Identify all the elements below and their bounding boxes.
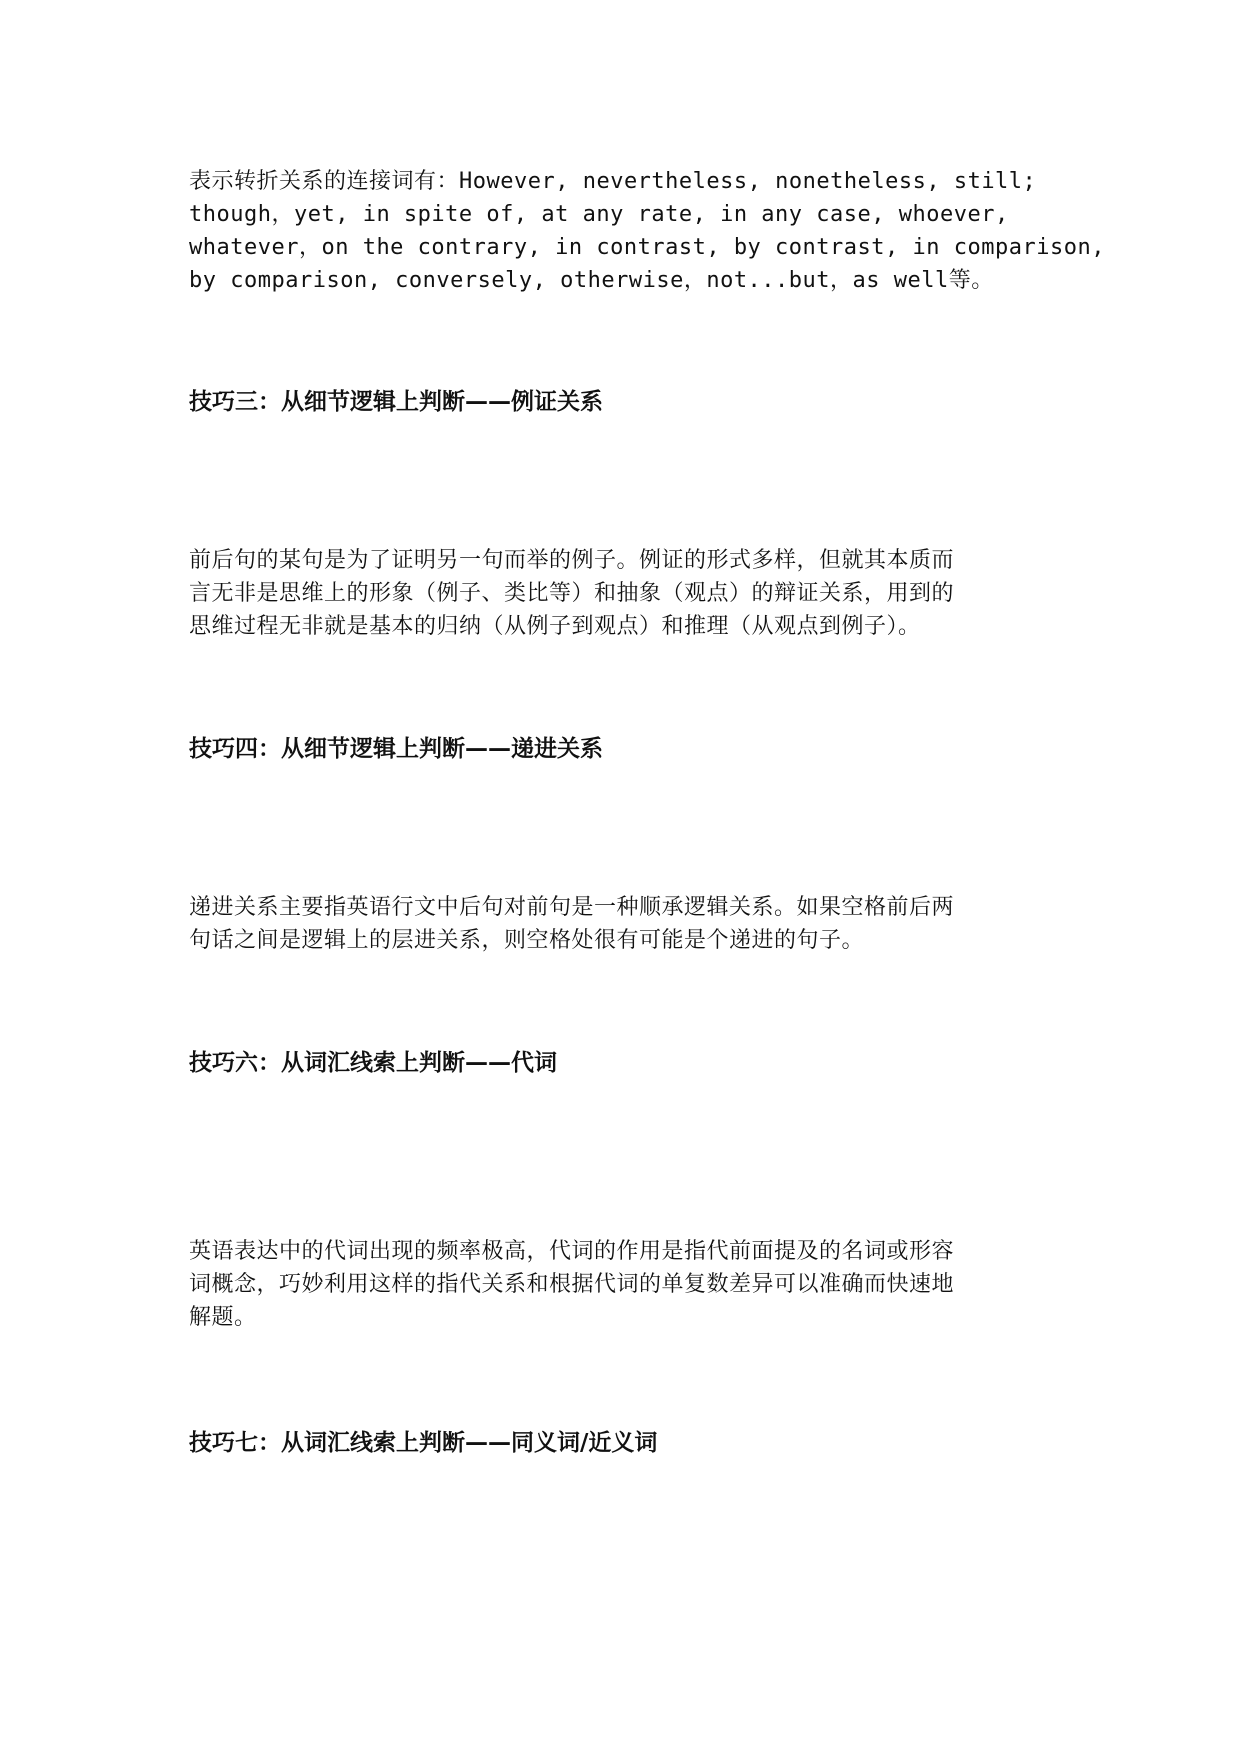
paragraph-line: 前后句的某句是为了证明另一句而举的例子。例证的形式多样，但就其本质而: [189, 548, 955, 573]
paragraph-line: 思维过程无非就是基本的归纳（从例子到观点）和推理（从观点到例子）。: [189, 614, 921, 639]
heading-tip-7: 技巧七：从词汇线索上判断——同义词/近义词: [189, 1430, 658, 1456]
paragraph-line: 词概念，巧妙利用这样的指代关系和根据代词的单复数差异可以准确而快速地: [189, 1272, 955, 1297]
paragraph-line: 句话之间是逻辑上的层进关系，则空格处很有可能是个递进的句子。: [189, 928, 865, 953]
progression-relation-paragraph: [189, 891, 1059, 957]
paragraph-line: 英语表达中的代词出现的频率极高，代词的作用是指代前面提及的名词或形容: [189, 1239, 955, 1264]
heading-tip-6: 技巧六：从词汇线索上判断——代词: [189, 1050, 557, 1076]
paragraph-line: 递进关系主要指英语行文中后句对前句是一种顺承逻辑关系。如果空格前后两: [189, 895, 955, 920]
heading-tip-4: 技巧四：从细节逻辑上判断——递进关系: [189, 736, 603, 762]
paragraph-line: though，yet, in spite of, at any rate, in any case, whoever,: [189, 202, 1009, 227]
paragraph-line: 言无非是思维上的形象（例子、类比等）和抽象（观点）的辩证关系，用到的: [189, 581, 955, 606]
paragraph-line: 解题。: [189, 1305, 257, 1330]
heading-tip-3: 技巧三：从细节逻辑上判断——例证关系: [189, 389, 603, 415]
paragraph-line: by comparison, conversely, otherwise，not...but，as well等。: [189, 268, 994, 293]
paragraph-line: whatever，on the contrary, in contrast, by contrast, in comparison,: [189, 235, 1105, 260]
pronoun-paragraph: [189, 1235, 1059, 1334]
example-relation-paragraph: [189, 544, 1059, 643]
conjunctions-paragraph: [189, 165, 1105, 297]
paragraph-line: 表示转折关系的连接词有：However, nevertheless, nonetheless, still;: [189, 169, 1037, 194]
